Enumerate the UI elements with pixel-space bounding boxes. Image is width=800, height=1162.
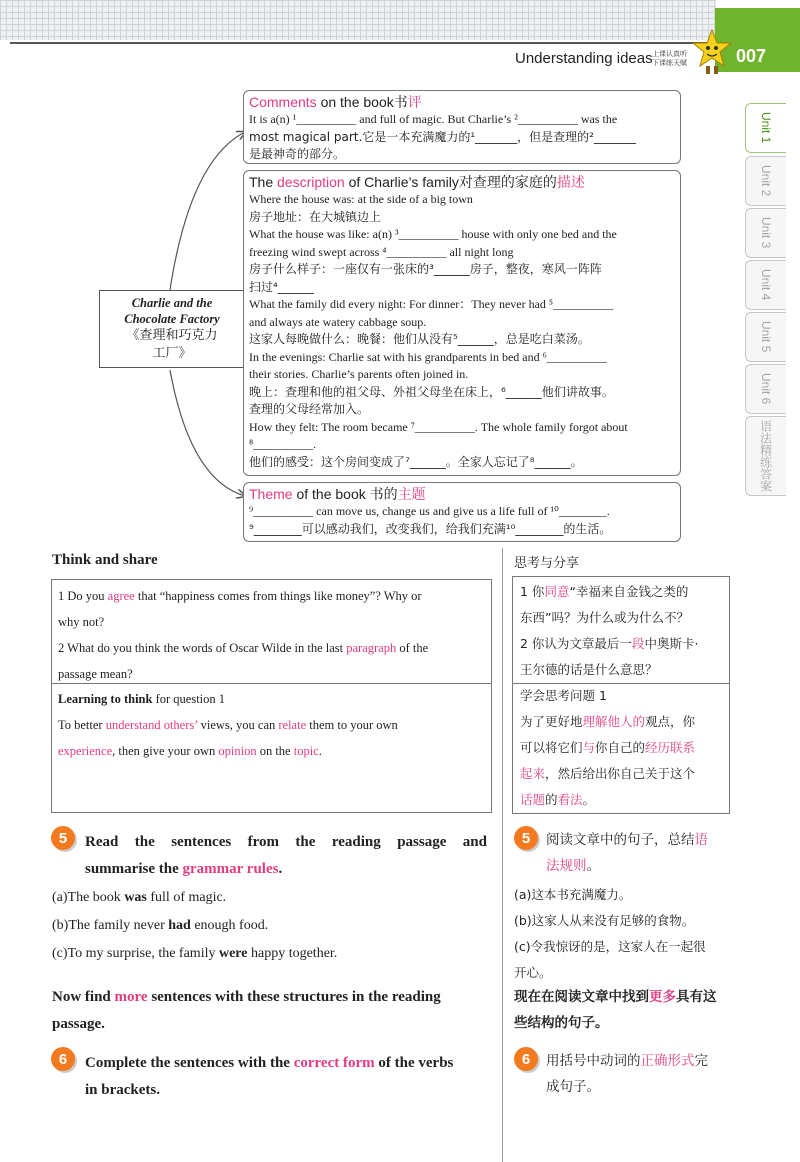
star-mascot-icon	[692, 28, 732, 76]
learning-line-2: experience, then give your own opinion on the topic.	[58, 744, 322, 758]
header-title: Understanding ideas	[515, 50, 653, 67]
exercise-5-instruction-cn: 阅读文章中的句子，总结语 法规则。	[546, 832, 708, 874]
exercise-6-instruction-cn: 用括号中动词的正确形式完 成句子。	[546, 1048, 736, 1100]
sentence-c: (c)To my surprise, the family were happy together.	[52, 946, 338, 961]
think-box-divider	[52, 683, 491, 684]
description-box	[243, 170, 681, 476]
sentence-a-cn: (a)这本书充满魔力。	[514, 887, 632, 902]
exercise-6-line-1: Complete the sentences with the correct form of the verbs	[85, 1055, 454, 1071]
example-sentences	[52, 884, 337, 968]
exercise-6-line-2: in brackets.	[85, 1082, 160, 1098]
sentence-b-cn: (b)这家人从来没有足够的食物。	[514, 913, 695, 928]
learning-cn-line-1: 为了更好地理解他人的观点，你	[520, 714, 696, 729]
description-title: The description of Charlie’s family对查理的家庭的描述	[249, 174, 585, 190]
description-line: and always ate watery cabbage soup.	[249, 314, 427, 329]
question-2: 2 What do you think the words of Oscar Wilde in the last paragraph of the	[58, 641, 429, 655]
comments-line-2: most magical part.它是一本充满魔力的¹_______，但是查理的²_______	[249, 129, 636, 144]
sentence-c-cn-cont: 开心。	[514, 965, 552, 980]
tab-grammar-answers-label: 语法精练答案	[758, 420, 773, 492]
question-1-cn-cont: 东西”吗？为什么或为什么不？	[520, 610, 689, 625]
question-2-cn: 2 你认为文章最后一段中奥斯卡·	[520, 636, 699, 651]
tab-unit-6-label: Unit 6	[759, 373, 773, 405]
exercise-5-badge: 5	[51, 826, 75, 850]
think-box	[51, 579, 492, 813]
exercise-5-line-1: Read the sentences from the reading passage and	[85, 834, 487, 850]
question-1-cn: 1 你同意“幸福来自金钱之类的	[520, 584, 689, 599]
description-line: 房子什么样子：一座仅有一张床的³______房子，整夜，寒风一阵阵	[249, 262, 602, 276]
comments-line-3: 是最神奇的部分。	[249, 147, 346, 161]
think-box-cn	[512, 576, 730, 814]
exercise-6-instruction	[85, 1050, 490, 1104]
sentence-a: (a)The book was full of magic.	[52, 890, 227, 905]
description-line: 这家人每晚做什么：晚餐：他们从没有⁵______，总是吃白菜汤。	[249, 332, 590, 346]
tab-unit-6[interactable]	[745, 364, 786, 414]
learning-to-think-label: Learning to think for question 1	[58, 692, 226, 706]
description-line: ⁸__________.	[249, 437, 317, 451]
think-heading-cn: 思考与分享	[514, 556, 580, 571]
description-line: How they felt: The room became ⁷__________. The whole family forgot about	[249, 419, 628, 434]
header-grid-band	[0, 0, 716, 40]
exercise-6-badge-cn: 6	[514, 1047, 538, 1071]
description-line: freezing wind swept across ⁴__________ all night long	[249, 244, 514, 259]
description-line: What the family did every night: For dinner：They never had ⁵__________	[249, 297, 614, 311]
sentence-c-cn: (c)令我惊讶的是，这家人在一起很	[514, 939, 706, 954]
description-line: 查理的父母经常加入。	[249, 402, 370, 416]
description-lines	[249, 191, 675, 471]
book-title-en-1: Charlie and the	[131, 296, 213, 310]
exercise-5-find-more-cn-cont: 些结构的句子。	[514, 1015, 609, 1031]
description-line: their stories. Charlie’s parents often joined in.	[249, 367, 469, 381]
description-line: 房子地址：在大城镇边上	[249, 209, 382, 224]
tab-unit-5-label: Unit 5	[759, 321, 773, 353]
question-2-cont: passage mean?	[58, 667, 133, 681]
theme-line-2: ⁹________可以感动我们，改变我们，给我们充满¹⁰________的生活。	[249, 521, 612, 536]
book-title-box	[99, 290, 245, 368]
header-rule	[10, 42, 716, 44]
theme-box	[243, 482, 681, 542]
description-line: What the house was like: a(n) ³__________ house with only one bed and the	[249, 227, 617, 241]
exercise-5-find-more-cn: 现在在阅读文章中找到更多具有这 些结构的句子。	[514, 984, 734, 1036]
description-line: In the evenings: Charlie sat with his grandparents in bed and ⁶__________	[249, 349, 607, 364]
exercise-5-find-more: Now find more sentences with these structures in the reading passage.	[52, 984, 488, 1038]
question-1: 1 Do you agree that “happiness comes from things like money”? Why or	[58, 589, 422, 603]
learning-cn-line-2: 可以将它们与你自己的经历联系	[520, 740, 696, 755]
tab-unit-1[interactable]	[745, 103, 786, 153]
question-1-cont: why not?	[58, 615, 105, 629]
sentence-b: (b)The family never had enough food.	[52, 918, 269, 933]
tab-unit-2[interactable]	[745, 156, 786, 206]
book-title-en-2: Chocolate Factory	[124, 312, 220, 326]
description-line: 晚上：查理和他的祖父母、外祖父母坐在床上，⁶______他们讲故事。	[249, 384, 614, 399]
learning-cn-line-3: 起来，然后给出你自己关于这个	[520, 766, 696, 781]
tab-unit-4[interactable]	[745, 260, 786, 310]
tab-unit-3[interactable]	[745, 208, 786, 258]
think-heading: Think and share	[52, 552, 158, 568]
exercise-6-instruction-cn-cont: 成句子。	[546, 1079, 600, 1095]
tab-unit-4-label: Unit 4	[759, 269, 773, 301]
tab-unit-5[interactable]	[745, 312, 786, 362]
comments-box	[243, 90, 681, 164]
header-slogan-line-1: 上课认真听	[652, 50, 687, 58]
header-slogan	[652, 50, 687, 68]
tab-unit-1-label: Unit 1	[759, 112, 773, 144]
theme-title: Theme of the book 书的主题	[249, 486, 426, 502]
page-number: 007	[736, 46, 767, 66]
description-line: Where the house was: at the side of a big town	[249, 192, 473, 206]
exercise-5-instruction	[85, 829, 487, 883]
tab-grammar-answers[interactable]	[745, 416, 786, 496]
description-line: 他们的感受：这个房间变成了⁷______。全家人忘记了⁸______。	[249, 454, 583, 469]
learning-line-1: To better understand others’ views, you can relate them to your own	[58, 718, 398, 732]
question-2-cn-cont: 王尔德的话是什么意思？	[520, 662, 658, 677]
book-title-cn-1: 《查理和巧克力	[126, 328, 218, 343]
header-slogan-line-2: 下课练天赋	[652, 59, 687, 67]
exercise-5-line-2: summarise the grammar rules.	[85, 861, 283, 877]
theme-line-1: ⁹__________ can move us, change us and give us a life full of ¹⁰________.	[249, 504, 610, 518]
learning-cn-line-4: 话题的看法。	[520, 792, 596, 807]
description-line: 扫过⁴______	[249, 279, 314, 294]
comments-title: Comments on the book书评	[249, 94, 422, 110]
exercise-5-badge-cn: 5	[514, 826, 538, 850]
column-divider	[502, 548, 503, 1162]
comments-line-1: It is a(n) ¹__________ and full of magic. But Charlie’s ²__________ was the	[249, 112, 618, 126]
exercise-6-badge: 6	[51, 1047, 75, 1071]
example-sentences-cn	[514, 882, 734, 986]
book-title-cn-2: 工厂》	[152, 346, 192, 361]
tab-unit-2-label: Unit 2	[759, 165, 773, 197]
learning-to-think-cn: 学会思考问题 1	[520, 688, 607, 703]
exercise-5-find-more-cont: passage.	[52, 1016, 105, 1032]
tab-unit-3-label: Unit 3	[759, 217, 773, 249]
